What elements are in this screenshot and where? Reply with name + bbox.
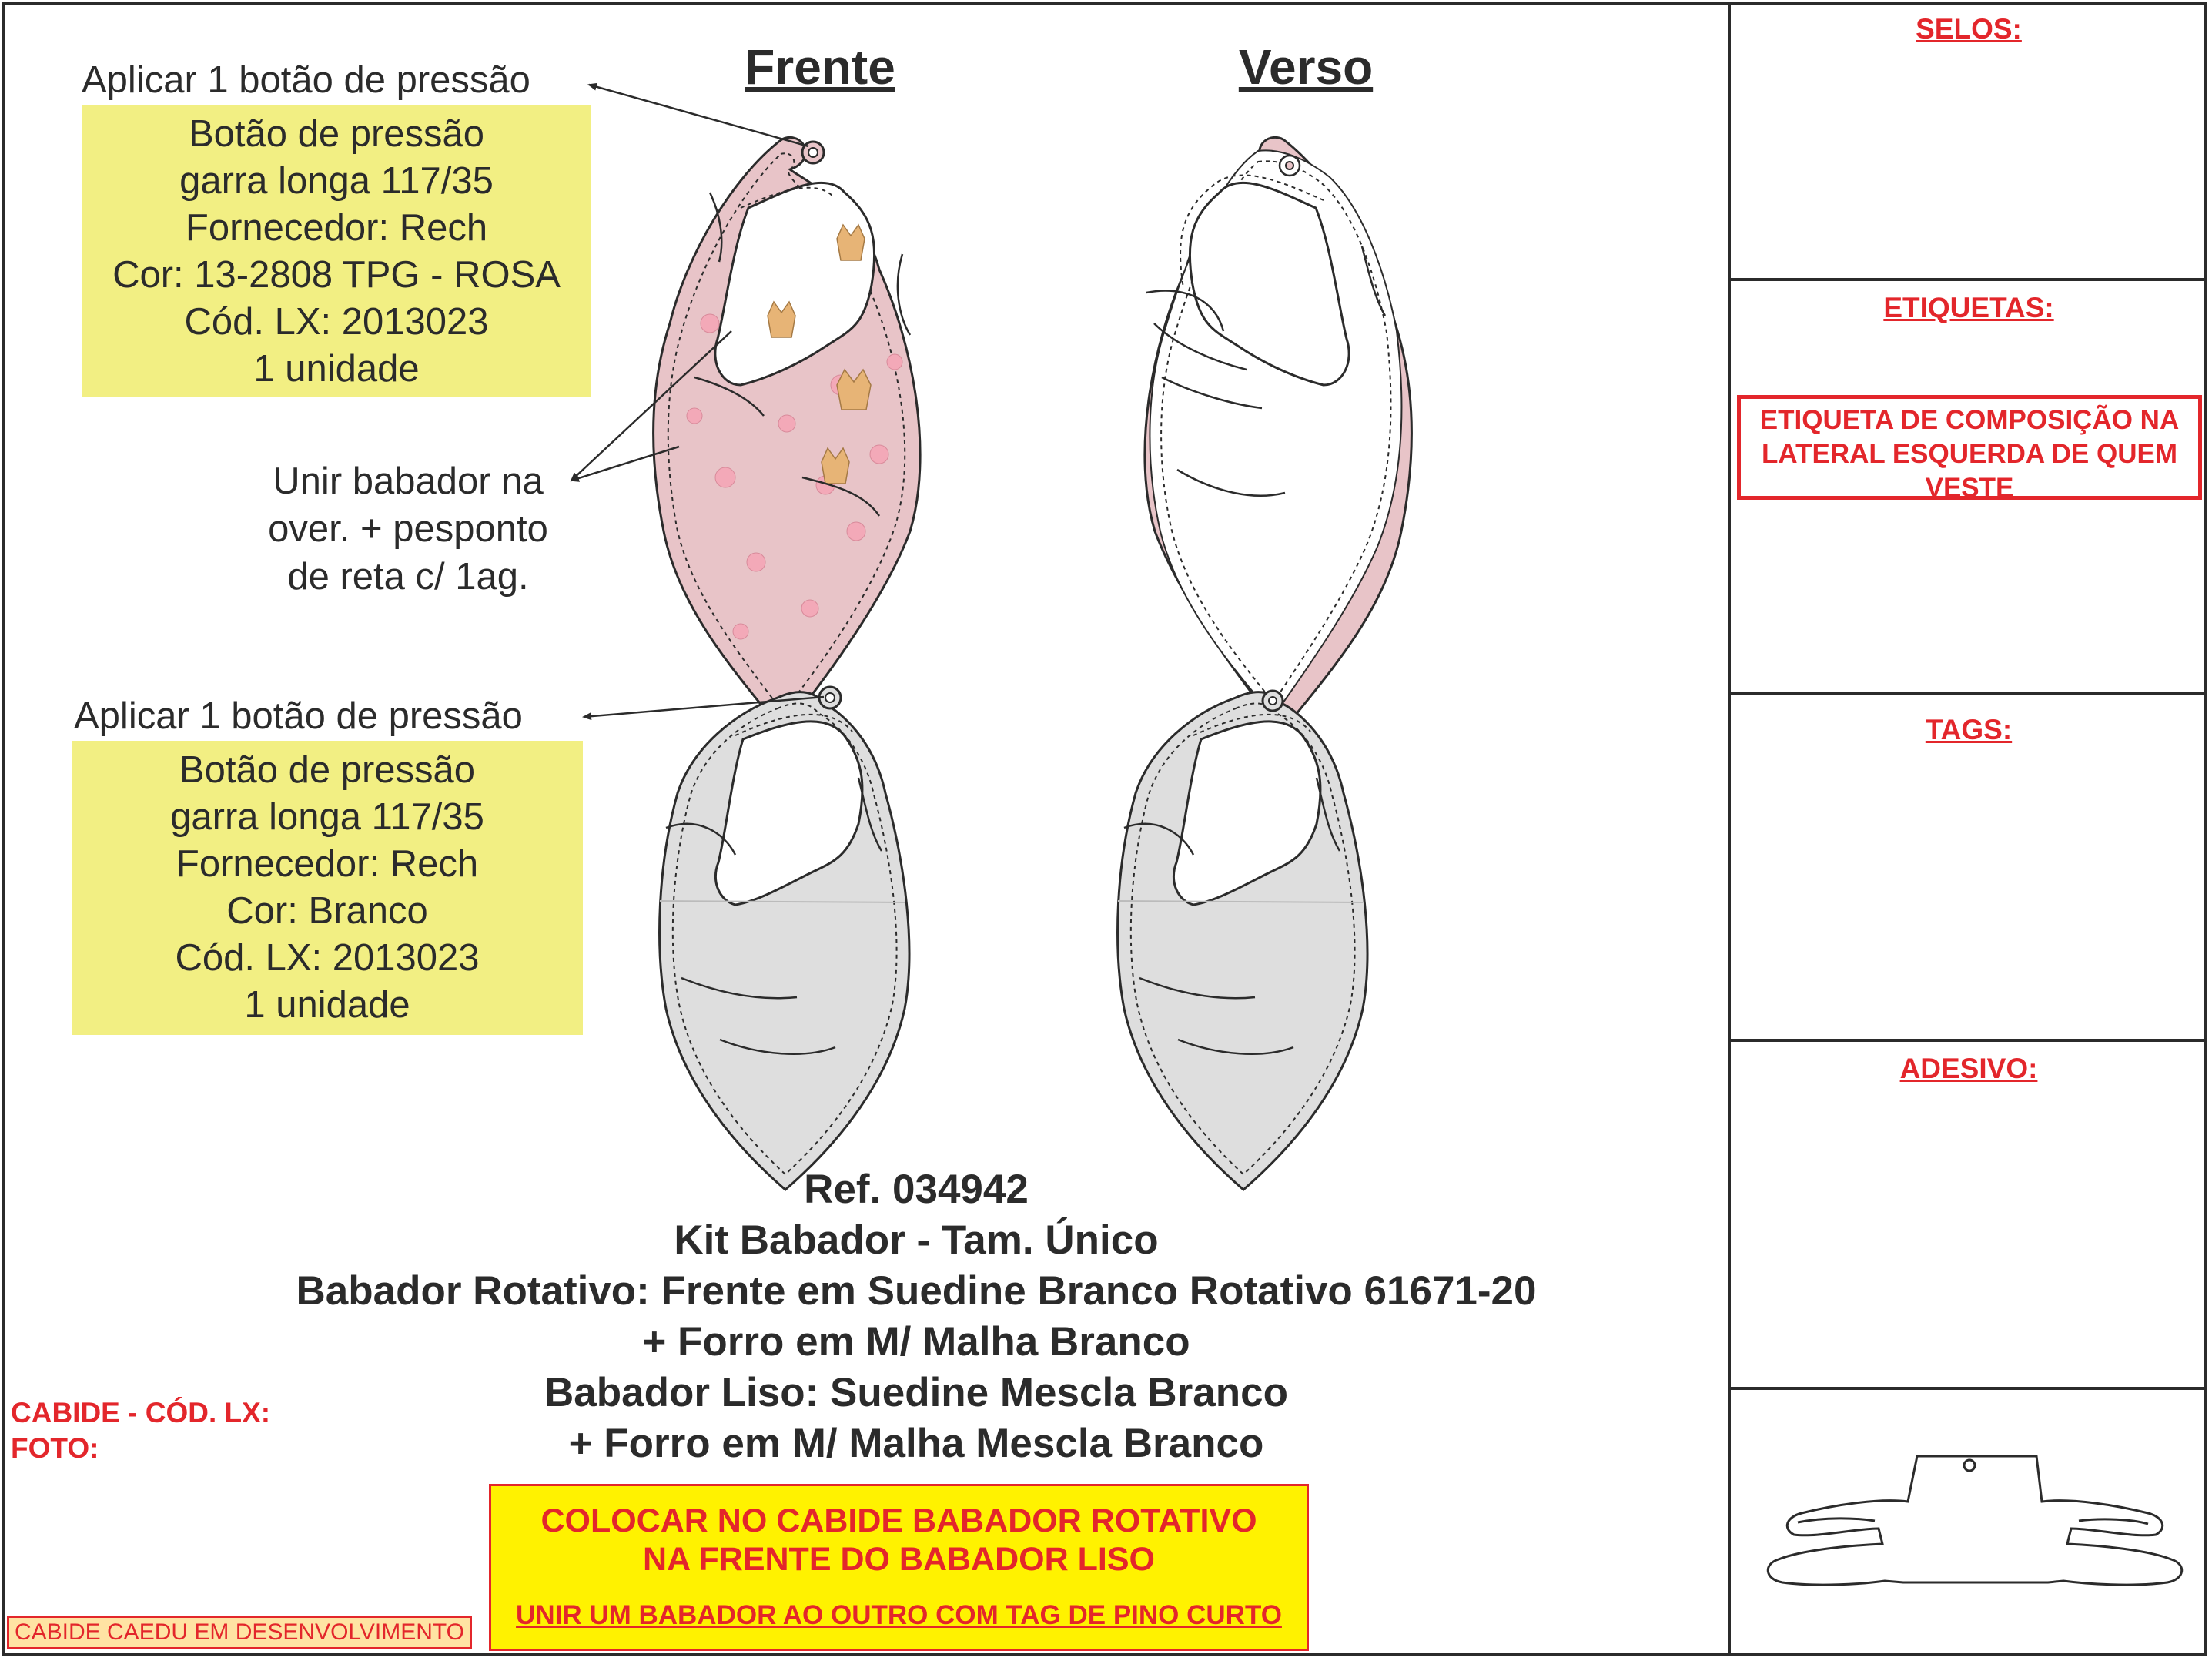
bib-back-plain (1118, 691, 1367, 1190)
callout-snap-top: Aplicar 1 botão de pressão (82, 59, 530, 101)
reference-block (154, 1164, 1678, 1469)
ref-line: + Forro em M/ Malha Branco (642, 1319, 1190, 1365)
cabide-code-label: CABIDE - CÓD. LX: (11, 1397, 271, 1428)
instruction-line-3: UNIR UM BABADOR AO OUTRO COM TAG DE PINO CURTO (516, 1600, 1282, 1630)
bib-front-plain (660, 687, 909, 1190)
note-line: Cód. LX: 2013023 (175, 937, 480, 979)
note-line: Fornecedor: Rech (185, 207, 488, 249)
join-line: Unir babador na (273, 460, 544, 502)
note-line: Cor: 13-2808 TPG - ROSA (112, 254, 561, 296)
cabide-dev-badge: CABIDE CAEDU EM DESENVOLVIMENTO (7, 1616, 472, 1649)
note-line: Fornecedor: Rech (176, 843, 479, 885)
section-cabide (11, 1395, 270, 1466)
instruction-line-2: NA FRENTE DO BABADOR LISO (643, 1541, 1155, 1578)
section-title-selos: SELOS: (1916, 13, 2022, 45)
note-snap-white (72, 741, 583, 1035)
ref-line: Babador Liso: Suedine Mescla Branco (544, 1370, 1288, 1415)
section-title-adesivo: ADESIVO: (1899, 1053, 2038, 1084)
side-panel (1728, 2, 2207, 1656)
note-line: garra longa 117/35 (179, 160, 494, 202)
note-line: Botão de pressão (188, 113, 485, 155)
section-adesivo (1731, 1042, 2207, 1390)
ref-code: Ref. 034942 (804, 1167, 1029, 1212)
note-snap-pink (82, 105, 591, 397)
instruction-line-1: COLOCAR NO CABIDE BABADOR ROTATIVO (540, 1502, 1257, 1539)
section-tags (1731, 695, 2207, 1042)
view-title-back: Verso (1238, 39, 1374, 95)
instruction-box (489, 1484, 1309, 1651)
ref-line: Kit Babador - Tam. Único (674, 1217, 1159, 1263)
join-line: over. + pesponto (268, 508, 548, 550)
callout-snap-bottom: Aplicar 1 botão de pressão (74, 695, 523, 737)
bib-back-lining (1145, 137, 1412, 732)
cabide-photo-label: FOTO: (11, 1432, 99, 1464)
ref-line: Babador Rotativo: Frente em Suedine Branco Rotativo 61671-20 (296, 1268, 1537, 1314)
join-line: de reta c/ 1ag. (287, 556, 529, 598)
section-selos (1731, 2, 2207, 281)
note-line: Cód. LX: 2013023 (184, 301, 489, 343)
callout-join (231, 457, 585, 601)
note-line: 1 unidade (253, 348, 420, 390)
etiqueta-line: LATERAL ESQUERDA DE QUEM (1762, 439, 2177, 469)
note-line: garra longa 117/35 (170, 796, 484, 838)
note-line: 1 unidade (244, 984, 410, 1026)
section-title-tags: TAGS: (1925, 714, 2013, 745)
ref-line: + Forro em M/ Malha Mescla Branco (568, 1421, 1264, 1466)
etiqueta-line: ETIQUETA DE COMPOSIÇÃO NA (1759, 405, 2180, 435)
etiqueta-composicao-label (1737, 395, 2202, 503)
etiqueta-line: VESTE (1925, 473, 2014, 503)
bib-front-pattern (654, 137, 921, 732)
view-title-front: Frente (745, 39, 895, 95)
section-title-etiquetas: ETIQUETAS: (1883, 292, 2054, 323)
note-line: Botão de pressão (179, 749, 476, 791)
note-line: Cor: Branco (226, 890, 428, 932)
